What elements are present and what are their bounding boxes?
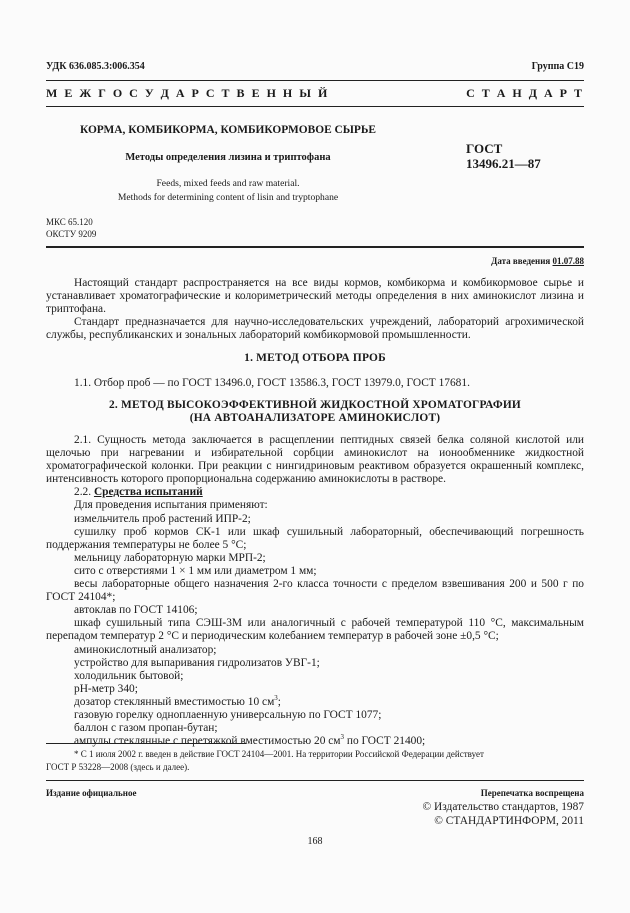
item-2-2-title: Средства испытаний	[93, 486, 203, 499]
section-2-heading-block	[46, 399, 584, 425]
banner-right: С Т А Н Д А Р Т	[466, 86, 584, 100]
section-1-body	[46, 377, 584, 390]
footnote	[46, 748, 584, 774]
header-rule-bottom	[46, 106, 584, 107]
intro-block	[46, 277, 584, 342]
section-2-heading-line-2: (НА АВТОАНАЛИЗАТОРЕ АМИНОКИСЛОТ)	[189, 412, 441, 425]
equipment-item	[46, 735, 584, 748]
document-title: КОРМА, КОМБИКОРМА, КОМБИКОРМОВОЕ СЫРЬЕ	[79, 124, 377, 136]
equipment-item: аминокислотный анализатор;	[74, 643, 217, 656]
footnote-rule	[46, 743, 246, 744]
section-1	[46, 352, 584, 365]
footnote-line-1: * С 1 июля 2002 г. введен в действие ГОСТ 24104—2001. На территории Российской Федерации действует	[74, 749, 484, 759]
footnote-line-2: ГОСТ Р 53228—2008 (здесь и далее).	[46, 762, 190, 772]
equipment-item-text: ампулы стеклянные с перетяжкой вместимостью 20 см	[74, 735, 341, 748]
group-code: Группа С19	[531, 61, 584, 72]
udk-code: УДК 636.085.3:006.354	[46, 61, 145, 72]
equipment-item: сушилку проб кормов СК-1 или шкаф сушильный лабораторный, обеспечивающий погрешность поддержания температуры не более 5 °С;	[46, 525, 584, 551]
item-2-2	[46, 486, 584, 499]
gost-number: 13496.21—87	[466, 156, 541, 171]
superscript-3: 3	[274, 694, 278, 703]
copyright-1: © Издательство стандартов, 1987	[422, 801, 584, 813]
page-number: 168	[307, 836, 323, 847]
equipment-item-text: дозатор стеклянный вместимостью 10 см	[74, 695, 275, 708]
intro-paragraph-2: Стандарт предназначается для научно-исследовательских учреждений, лабораторий агрохимической службы, республиканских и зональных лабораторий комбикормовой промышленности.	[46, 316, 584, 342]
title-rule	[46, 246, 584, 248]
equipment-item: газовую горелку одноплаенную универсальную по ГОСТ 1077;	[74, 708, 382, 721]
effective-date-value: 01.07.88	[552, 256, 584, 266]
equipment-item-tail: по ГОСТ 21400;	[344, 735, 426, 748]
semicolon: ;	[277, 695, 281, 708]
superscript-3: 3	[340, 733, 345, 742]
section-2-body	[46, 434, 584, 748]
equipment-item: баллон с газом пропан-бутан;	[74, 722, 218, 735]
english-title-1: Feeds, mixed feeds and raw material.	[156, 178, 300, 189]
equipment-item: автоклав по ГОСТ 14106;	[74, 604, 198, 617]
section-1-heading: 1. МЕТОД ОТБОРА ПРОБ	[244, 352, 386, 364]
section-2-heading-line-1: 2. МЕТОД ВЫСОКОЭФФЕКТИВНОЙ ЖИДКОСТНОЙ ХРОМАТОГРАФИИ	[109, 399, 521, 411]
gost-label: ГОСТ	[466, 141, 503, 156]
reprint-notice: Перепечатка воспрещена	[480, 788, 584, 798]
equipment-item: сито с отверстиями 1 × 1 мм или диаметром 1 мм;	[74, 564, 317, 577]
equipment-item	[46, 696, 584, 709]
equipment-item: pH-метр 340;	[74, 682, 138, 695]
equipment-item: мельницу лабораторную марки МРП-2;	[74, 551, 266, 564]
equipment-item: шкаф сушильный типа СЭШ-3М или аналогичный с рабочей температурой 110 °С, максимальным перепадом температур 2 °С и периодическим колебанием температур в рабочей зоне ±0,5 °С;	[46, 617, 584, 643]
equipment-item: холодильник бытовой;	[74, 669, 184, 682]
edition-label: Издание официальное	[46, 788, 137, 798]
item-2-1: 2.1. Сущность метода заключается в расщеплении пептидных связей белка соляной кислотой или щелочью при нагревании и избирательной сорбции аминокислот на ионообменнике жидкостной хроматографической колонки. При реакции с нингидриновым реактивом образуется окрашенный комплекс, интенсивность которого пропорциональна содержанию аминокислоты в растворе.	[46, 434, 584, 486]
item-1-1: 1.1. Отбор проб — по ГОСТ 13496.0, ГОСТ 13586.3, ГОСТ 13979.0, ГОСТ 17681.	[74, 377, 470, 389]
equipment-item: измельчитель проб растений ИПР-2;	[74, 512, 251, 525]
effective-date	[491, 256, 584, 266]
apply-intro: Для проведения испытания применяют:	[74, 499, 268, 512]
document-subtitle: Методы определения лизина и триптофана	[125, 152, 331, 163]
intro-paragraph-1: Настоящий стандарт распространяется на все виды кормов, комбикорма и комбикормовое сырье и устанавливает хроматографические и колориметрический методы определения в них аминокислот лизина и триптофана.	[46, 277, 584, 316]
banner-left: М Е Ж Г О С У Д А Р С Т В Е Н Н Ы Й	[46, 86, 330, 100]
copyright-2: © СТАНДАРТИНФОРМ, 2011	[434, 815, 584, 827]
equipment-item: весы лабораторные общего назначения 2-го класса точности с пределом взвешивания 200 и 500 г по ГОСТ 24104*;	[46, 578, 584, 604]
item-2-2-number: 2.2.	[74, 486, 92, 499]
effective-date-label: Дата введения	[491, 256, 551, 266]
header-rule-top	[46, 80, 584, 81]
equipment-item: устройство для выпаривания гидролизатов УВГ-1;	[74, 656, 320, 669]
mks-code: МКС 65.120	[46, 217, 93, 227]
english-title-2: Methods for determining content of lisin and tryptophane	[117, 192, 339, 203]
okstu-code: ОКСТУ 9209	[46, 229, 97, 239]
footer-rule	[46, 780, 584, 781]
